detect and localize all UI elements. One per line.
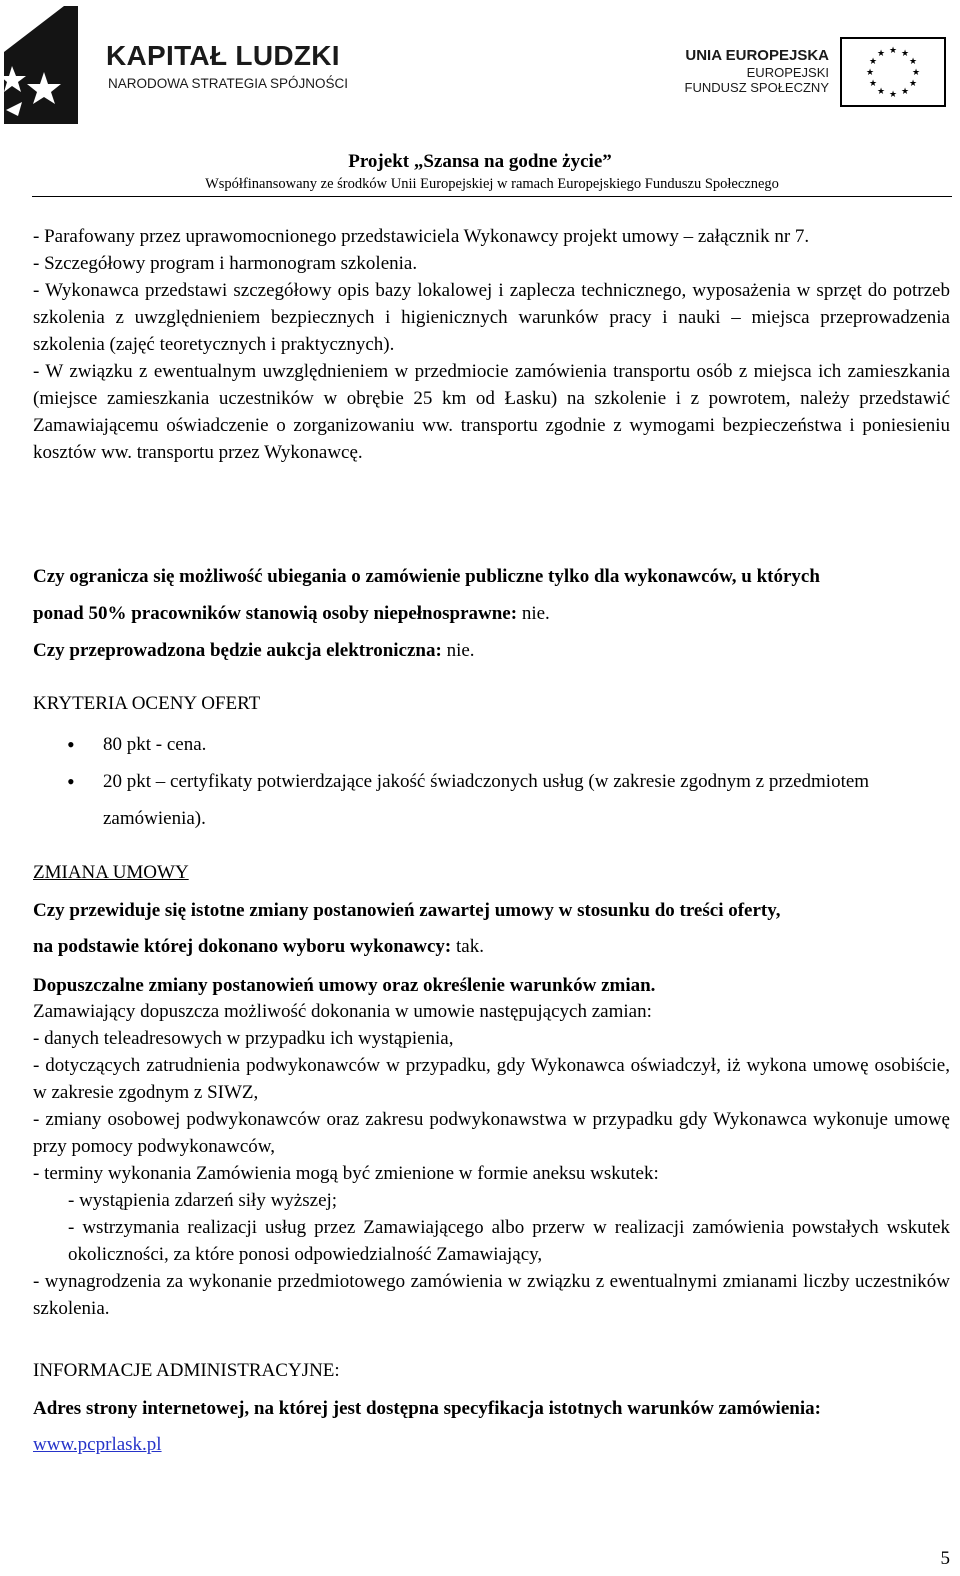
svg-text:★: ★ [868,79,878,89]
admin-address [33,1397,950,1421]
change-line: - wynagrodzenia za wykonanie przedmiotowego zamówienia w związku z ewentualnymi zmianami liczby uczestników szkolenia. [33,1271,950,1319]
eu-flag-icon [840,37,946,107]
svg-text:★: ★ [900,87,910,97]
criteria-item: • 80 pkt - cena. [33,726,950,763]
eu-line-3: FUNDUSZ SPOŁECZNY [684,80,829,95]
svg-text:★: ★ [876,87,886,97]
section-heading: KRYTERIA OCENY OFERT [33,693,261,714]
question-disabled-workers-cont [33,602,950,626]
answer-text: tak. [451,936,484,957]
changes-question-cont [33,935,950,959]
project-title: Projekt „Szansa na godne życie” [348,151,612,172]
kapital-ludzki-title: KAPITAŁ LUDZKI [106,40,340,71]
svg-text:★: ★ [908,57,918,67]
svg-text:★: ★ [908,79,918,89]
question-line: Czy ogranicza się możliwość ubiegania o zamówienie publiczne tylko dla wykonawców, u których [33,566,820,587]
svg-text:★: ★ [865,68,875,78]
change-line: - terminy wykonania Zamówienia mogą być zmienione w formie aneksu wskutek: [33,1163,659,1184]
kapital-ludzki-subtitle: NARODOWA STRATEGIA SPÓJNOŚCI [108,76,349,91]
admin-link-row [33,1433,950,1457]
svg-text:★: ★ [900,49,910,59]
intro-item: - W związku z ewentualnym uwzględnieniem w przedmiocie zamówienia transportu osób z miejsca ich zamieszkania (miejsce zamieszkania uczestników w obrębie 25 km od Łasku) na szkolenie i z powrotem, należy przedstawić Zamawiającemu oświadczenie o zorganizowaniu ww. transportu zgodnie z wymogami bezpieczeństwa i poniesieniu kosztów ww. transportu przez Wykonawcę. [33,361,950,463]
svg-text:★: ★ [868,57,878,67]
eu-line-2: EUROPEJSKI [746,65,829,80]
changes-heading [33,861,950,885]
eu-label [685,47,829,95]
page-number: 5 [940,1548,950,1569]
change-line: - zmiany osobowej podwykonawców oraz zakresu podwykonawstwa w przypadku gdy Wykonawca wykonuje umowę przy pomocy podwykonawców, [33,1109,950,1157]
question-line: na podstawie której dokonano wyboru wykonawcy: [33,936,452,957]
change-sub-item: - wystąpienia zdarzeń siły wyższej; [68,1190,338,1211]
project-subtitle: Współfinansowany ze środków Unii Europejskiej w ramach Europejskiego Funduszu Społecznego [205,176,779,192]
question-line: Czy przeprowadzona będzie aukcja elektroniczna: [33,640,442,661]
change-line: - dotyczących zatrudnienia podwykonawców w przypadku, gdy Wykonawca oświadczył, iż wykona umowę osobiście, w zakresie zgodnym z SIWZ, [33,1055,950,1103]
page-header [0,0,960,205]
answer-text: nie. [441,640,475,661]
eu-line-1: UNIA EUROPEJSKA [685,47,829,64]
changes-body [33,974,950,1322]
criteria-heading [33,692,950,716]
change-line: Zamawiający dopuszcza możliwość dokonania w umowie następujących zamian: [33,1001,652,1022]
svg-text:★: ★ [911,68,921,78]
header-divider [32,196,952,197]
sub-heading: Dopuszczalne zmiany postanowień umowy oraz określenie warunków zmian. [33,975,656,996]
criteria-item: • 20 pkt – certyfikaty potwierdzające jakość świadczonych usług (w zakresie zgodnym z przedmiotem zamówienia). [33,763,950,837]
address-label: Adres strony internetowej, na której jest dostępna specyfikacja istotnych warunków zamówienia: [33,1398,821,1419]
criteria-list [33,726,950,837]
question-line: ponad 50% pracowników stanowią osoby niepełnosprawne: [33,603,518,624]
section-heading: ZMIANA UMOWY [33,862,189,883]
website-link[interactable]: www.pcprlask.pl [33,1434,162,1455]
answer-text: nie. [517,603,550,624]
question-line: Czy przewiduje się istotne zmiany postanowień zawartej umowy w stosunku do treści oferty, [33,900,781,921]
intro-item: - Parafowany przez uprawomocnionego przedstawiciela Wykonawcy projekt umowy – załącznik nr 7. [33,226,810,247]
change-line: - danych teleadresowych w przypadku ich wystąpienia, [33,1028,454,1049]
admin-heading [33,1359,950,1383]
kapital-ludzki-logo-icon [4,6,84,124]
changes-question [33,899,950,923]
section-heading: INFORMACJE ADMINISTRACYJNE: [33,1360,340,1381]
question-disabled-workers [33,565,950,589]
svg-text:★: ★ [888,46,898,56]
intro-requirements [33,223,950,466]
question-auction [33,639,950,663]
intro-item: - Szczegółowy program i harmonogram szkolenia. [33,253,418,274]
svg-text:★: ★ [888,90,898,100]
change-sub-item: - wstrzymania realizacji usług przez Zamawiającego albo przerw w realizacji zamówienia powstałych wskutek okoliczności, za które ponosi odpowiedzialność Zamawiający, [68,1217,950,1265]
svg-text:★: ★ [876,49,886,59]
intro-item: - Wykonawca przedstawi szczegółowy opis bazy lokalowej i zaplecza technicznego, wyposażenia w sprzęt do potrzeb szkolenia z uwzględnieniem bezpiecznych i higienicznych warunków pracy i nauki – miejsca przeprowadzenia szkolenia (zajęć teoretycznych i praktycznych). [33,280,950,355]
